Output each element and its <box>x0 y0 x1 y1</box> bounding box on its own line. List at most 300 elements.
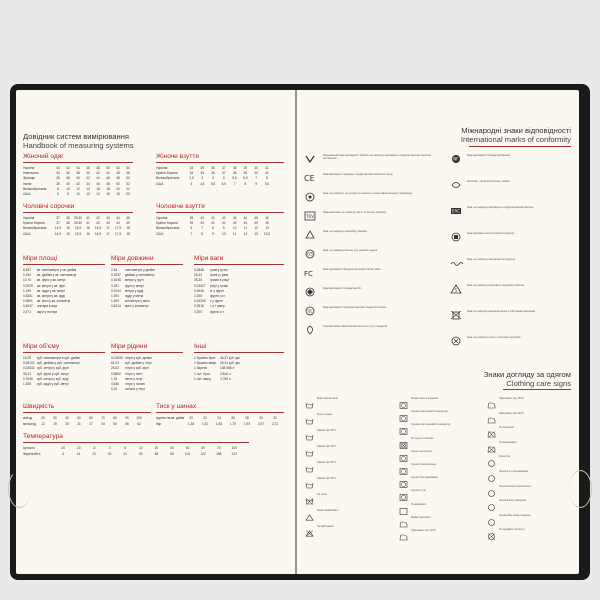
conv-label: фунти у кг <box>210 294 226 298</box>
row-value: 41 <box>265 171 269 176</box>
no-dryclean-icon <box>487 527 496 534</box>
row-value: 46 <box>116 171 120 176</box>
row-value: 42 <box>96 221 100 226</box>
conv-label: кг у фунті <box>210 288 225 293</box>
row-label: Україна <box>23 216 35 220</box>
row-value: 45 <box>254 216 258 220</box>
shoes_women-title: Жіноче взуття <box>156 153 199 160</box>
temperature-title: Температура <box>23 433 63 440</box>
dry-icon <box>399 396 408 403</box>
conv-label: дюйми у сантиметрі <box>125 273 155 278</box>
care-text: Сушити без віджимання <box>411 476 438 480</box>
conv-value: 1 бушель брит. <box>194 356 217 360</box>
clothing_women-row <box>23 176 133 180</box>
elastic-band-left <box>8 470 31 508</box>
care-text: Прасування при 200°C <box>499 411 525 415</box>
row-value: 30 <box>259 416 263 420</box>
conv-label: кв. метри у кв. ярді <box>37 294 65 298</box>
mark-text: Woolmark – виріб виготовлено з вовни. <box>467 180 511 183</box>
row-label: Україна <box>156 216 168 220</box>
misc-row <box>194 372 231 376</box>
row-value: 15,5 <box>74 226 82 231</box>
row-value: 42 <box>96 216 100 220</box>
care-text: Прасування при 110°C <box>411 529 437 532</box>
svg-text:GS: GS <box>307 251 313 257</box>
row-value: 44 <box>116 221 120 226</box>
mark-text: Національний знак відповідності України, що засвідчує відповідність продукції вимогам технічних регламентів. <box>323 154 432 161</box>
row-label: Фаренгейта <box>23 452 41 456</box>
conv-label: унції у грамі <box>210 283 228 288</box>
conv-value: 1,76 <box>111 376 118 381</box>
row-value: 37 <box>56 221 60 226</box>
row-value: 13 <box>254 231 258 236</box>
area-row <box>23 294 65 298</box>
length-title: Міри довжини <box>111 255 154 262</box>
row-value: 4 <box>212 176 214 181</box>
conv-label: пінти у літрі <box>125 376 143 381</box>
mark-text: Знак відповідності стандартам ЄС. <box>323 287 362 290</box>
conv-label: грами в унції <box>210 278 229 283</box>
length-row <box>111 284 144 288</box>
row-label: Великобританія <box>23 186 47 191</box>
volume-row <box>23 366 69 370</box>
conv-label: 3,785 л <box>220 376 231 381</box>
conv-value: 0,02832 <box>23 366 35 371</box>
weight-row <box>194 289 224 293</box>
care-text: Можна відбілювати <box>317 509 339 512</box>
shoes_men-row <box>156 221 272 225</box>
row-value: 12 <box>254 226 258 231</box>
care-text: Не відпарювати <box>499 440 517 444</box>
volume-row <box>23 382 69 386</box>
shirts_men-rule <box>23 212 133 213</box>
row-value: 19 <box>53 422 57 426</box>
row-value: 38 <box>76 171 80 176</box>
row-value: 17,5 <box>114 226 122 231</box>
row-value: 18 <box>106 186 110 191</box>
marks-rule <box>469 146 571 147</box>
care-text: Прання при 40°C <box>317 445 336 448</box>
row-value: 212 <box>231 452 237 456</box>
row-value: -20 <box>60 446 66 450</box>
conv-value: 4,546 <box>111 382 119 386</box>
iron-icon <box>399 515 408 522</box>
row-value: 70 <box>216 446 221 450</box>
wetclean-icon <box>487 513 496 520</box>
area-rule <box>23 264 105 265</box>
iron-high-icon <box>487 411 496 418</box>
shirts_men-row <box>23 226 133 230</box>
row-value: 18 <box>126 226 130 231</box>
conv-value: 1,196 <box>23 288 31 293</box>
row-value: 48 <box>96 166 100 170</box>
row-value: -4 <box>61 452 65 456</box>
woolmark-icon <box>449 180 463 190</box>
temperature-rule <box>23 442 249 443</box>
row-value: 42 <box>86 176 90 181</box>
shoes_women-row <box>156 171 272 175</box>
row-value: 5 <box>124 446 127 450</box>
row-value: 44 <box>76 166 80 170</box>
care-text: Хімчистка з розчинниками <box>499 470 529 473</box>
row-value: 68 <box>154 452 159 456</box>
weight-row <box>194 273 228 277</box>
row-value: 12 <box>76 186 80 191</box>
shirts_men-title: Чоловічі сорочки <box>23 203 75 210</box>
nf-mark-icon <box>449 154 463 164</box>
wash-hand-icon <box>305 412 314 419</box>
row-value: 42 <box>222 221 226 226</box>
mark-text: Знак відповідності стандартам Франції. <box>467 154 511 157</box>
row-value: 8 <box>266 176 268 181</box>
care-text: Прання при 60°C <box>317 461 336 464</box>
row-value: 40 <box>200 221 204 226</box>
care-text: Не прати <box>317 493 328 496</box>
conv-value: 61,03 <box>111 361 119 366</box>
ripple-mark-icon <box>449 258 463 268</box>
care-text: Не прасувати <box>499 426 515 430</box>
area-title: Міри площі <box>23 255 58 262</box>
svg-text:CE: CE <box>304 174 315 183</box>
liquid-row <box>111 377 142 381</box>
speed-title: Швидкість <box>23 403 55 410</box>
care-text: Прасування при 150°C <box>499 397 525 400</box>
conv-value: 28,32 <box>111 366 119 371</box>
ua-mark-icon <box>303 154 317 164</box>
row-value: 44 <box>86 181 90 186</box>
row-value: 18 <box>126 231 130 236</box>
conv-value: 10,76 <box>23 278 31 283</box>
row-value: 13 <box>265 226 269 231</box>
volume-title: Міри об'єму <box>23 343 60 350</box>
mark-text: Знак, що засвідчує можливість переробки пластику. <box>467 284 525 287</box>
liquid-row <box>111 361 152 365</box>
conv-label: ярди у метрі <box>125 294 144 298</box>
row-value: 14 <box>76 452 81 456</box>
row-value: 34 <box>189 166 194 170</box>
row-value: 25 <box>65 422 69 426</box>
row-value: 8 <box>67 192 69 196</box>
speed-row <box>23 422 145 426</box>
row-value: 16,5 <box>94 226 102 231</box>
conv-label: галони у літрі <box>125 387 145 392</box>
no-wring-icon <box>399 502 408 509</box>
conv-value: 1 гал. брит. <box>194 371 211 376</box>
conv-label: сантиметри у дюймі <box>125 268 155 272</box>
conv-value: 0,03527 <box>194 283 206 288</box>
row-value: 20 <box>189 416 193 420</box>
liquid-row <box>111 382 145 386</box>
conv-label: куб. метри у куб. ярді <box>37 376 69 381</box>
misc-row <box>194 361 240 365</box>
conv-value: 0,8361 <box>23 294 33 298</box>
weight-row <box>194 304 226 308</box>
row-value: 40 <box>254 166 258 170</box>
row-value: 46 <box>265 221 269 226</box>
row-value: 35 <box>200 171 204 176</box>
mark-text: Знак, що засвідчує участь у програмі переробки. <box>467 336 522 339</box>
care-text: Виріб можна прати <box>317 397 339 400</box>
row-value: 45 <box>254 221 258 226</box>
row-value: 8 <box>212 226 214 231</box>
conv-label: літри у пінті <box>125 371 143 376</box>
row-value: 14,5 <box>54 226 62 231</box>
shirts_men-row <box>23 221 133 225</box>
row-value: 38 <box>56 181 60 186</box>
row-value: 100 <box>136 416 142 420</box>
row-value: 40 <box>66 181 70 186</box>
length-row <box>111 294 143 298</box>
misc-rule <box>194 352 284 353</box>
area-row <box>23 289 65 293</box>
row-value: 44 <box>243 216 248 220</box>
row-label: Італія <box>23 181 32 186</box>
conv-label: грані у грамі <box>210 273 229 278</box>
row-value: 8 <box>244 181 247 186</box>
conv-value: 0,0648 <box>194 268 204 272</box>
row-label: США <box>23 192 31 196</box>
row-value: 9 <box>222 226 225 231</box>
weight-row <box>194 299 223 303</box>
conv-value: 3,281 <box>111 283 119 288</box>
eac-mark-icon <box>449 206 463 216</box>
row-value: 42 <box>222 216 226 220</box>
weight-row <box>194 278 229 282</box>
shoes_men-title: Чоловіче взуття <box>156 203 205 210</box>
conv-label: гектари в акрі <box>37 304 58 309</box>
dryclean-icon <box>487 454 496 461</box>
conv-value: 0,7646 <box>23 376 33 381</box>
dryclean-p-icon <box>487 484 496 491</box>
page-left <box>16 90 295 574</box>
dry-normal-icon <box>399 422 408 429</box>
mark-text: Знак про заборону викидання разом з побутовими відходами. <box>467 310 536 313</box>
row-value: 14 <box>96 192 100 196</box>
row-value: 54 <box>126 166 130 170</box>
conv-value: 15,43 <box>194 273 202 278</box>
conv-value: 1,094 <box>111 294 119 298</box>
gs-mark-icon <box>303 249 317 259</box>
row-value: 23 <box>92 452 96 456</box>
row-value: 50 <box>201 446 205 450</box>
row-value: 4 <box>190 181 193 186</box>
area-row <box>23 268 76 272</box>
care-text: Хімчистка перхлоретиленом <box>499 484 531 488</box>
misc-row <box>194 356 240 360</box>
row-value: 8 <box>57 186 59 191</box>
row-value: 3 <box>201 176 204 181</box>
marks-title-en: International marks of conformity <box>460 135 571 144</box>
length-row <box>111 278 144 282</box>
conv-value: 2,205 <box>194 309 202 314</box>
pressure-row <box>156 416 282 420</box>
conv-label: т у т амер. <box>210 304 226 309</box>
wash-60-icon <box>305 460 314 467</box>
volume-rule <box>23 352 105 353</box>
row-value: 37 <box>56 216 60 220</box>
row-value: 43 <box>232 221 237 226</box>
row-value: 35 <box>200 166 204 170</box>
misc-row <box>194 366 234 370</box>
row-label: США <box>23 231 31 236</box>
row-label: Країни Європи <box>156 171 178 176</box>
pressure-row <box>156 422 282 426</box>
conv-value: 0,06102 <box>23 361 35 366</box>
liquid-row <box>111 387 145 391</box>
conv-label: кілометри у милі <box>125 299 150 304</box>
recycle-mark-icon <box>303 230 317 240</box>
conv-value: 0,9144 <box>111 288 121 293</box>
row-label: миль/год <box>23 422 37 426</box>
flat-dry-icon <box>399 462 408 469</box>
row-value: 10 <box>222 231 226 236</box>
conv-value: 35,31 <box>23 371 31 376</box>
care-text: Сушити горизонтально <box>411 463 437 466</box>
clothing_women-row <box>23 166 133 170</box>
liquid-title: Міри рідини <box>111 343 148 350</box>
area-row <box>23 278 65 282</box>
row-value: 10 <box>76 192 80 196</box>
row-value: 1,65 <box>215 422 223 426</box>
row-value: 44 <box>106 171 110 176</box>
liquid-row <box>111 366 149 370</box>
row-value: 46 <box>265 216 269 220</box>
row-value: 8 <box>201 231 204 236</box>
conv-value: 0,4047 <box>23 304 33 309</box>
misc-row <box>194 377 231 381</box>
conv-label: милі у кілометрі <box>125 304 149 309</box>
care-text: Ручне прання <box>317 413 333 416</box>
row-value: 1,93 <box>243 422 251 426</box>
row-value: 40 <box>65 416 69 420</box>
row-value: 34 <box>56 171 60 176</box>
row-value: 10 <box>66 186 70 191</box>
row-value: 6,5 <box>243 176 248 181</box>
svg-text:FC: FC <box>304 270 313 278</box>
svg-text:TÜV: TÜV <box>306 214 315 219</box>
area-row <box>23 304 57 308</box>
row-value: 13,5 <box>263 231 271 236</box>
row-value: 4,5 <box>199 181 205 186</box>
length-row <box>111 268 155 272</box>
conv-label: куб. метри у куб. футі <box>37 366 69 371</box>
care-text: Не піддавати хімчистці <box>499 528 525 532</box>
weight-row <box>194 268 227 272</box>
row-value: -10 <box>76 446 81 450</box>
row-label: Країни Європи <box>156 221 178 226</box>
row-value: 9 <box>255 181 258 186</box>
row-value: 39 <box>189 221 194 226</box>
conv-label: метри у ярді <box>125 288 144 293</box>
mark-text: Знак, що засвідчує відповідність продукції вимогам безпеки. <box>467 206 534 209</box>
row-value: 50 <box>113 422 117 426</box>
row-value: 39 <box>189 216 194 220</box>
conv-label: кв. метри у кв. футі <box>37 283 66 288</box>
clothing_women-title: Жіночий одяг <box>23 153 64 160</box>
volume-row <box>23 356 80 360</box>
row-value: 7 <box>255 176 258 181</box>
mark-text: Знак відповідності Федеральної комісії зв'язку США. <box>323 268 382 271</box>
row-value: 41 <box>86 216 90 220</box>
row-value: 1,79 <box>229 422 237 426</box>
misc-title: Інші <box>194 343 207 350</box>
row-value: 22 <box>203 416 207 420</box>
shoes_women-row <box>156 166 272 170</box>
wash-40-icon <box>305 444 314 451</box>
row-value: 48 <box>126 171 130 176</box>
row-value: 2,21 <box>271 422 279 426</box>
row-value: 40 <box>185 446 190 450</box>
tuv-mark-icon <box>303 211 317 221</box>
conv-label: фути у метрі <box>125 283 144 288</box>
row-value: 62 <box>137 422 141 426</box>
conv-label: кв. сантиметри у кв. дюймі <box>37 268 77 272</box>
area-row <box>23 310 57 314</box>
dry-low-icon <box>399 409 408 416</box>
row-value: 50 <box>106 166 110 170</box>
row-value: 39-40 <box>73 216 83 220</box>
liquid-row <box>111 356 152 360</box>
conv-label: кв. ярди у кв. метрі <box>37 288 65 293</box>
conv-value: 16,39 <box>23 356 31 360</box>
row-label: км/год <box>23 416 33 420</box>
row-value: 26 <box>231 416 235 420</box>
row-value: 17 <box>106 226 110 231</box>
conv-label: куб. ярди у куб. метрі <box>37 382 69 386</box>
care-text: Сушіння при звичайній температурі <box>411 423 451 427</box>
row-value: 15,5 <box>74 231 82 236</box>
care-text: Прання при 30°C <box>317 429 336 432</box>
care-text: Сушити в тіні <box>411 489 426 493</box>
pressure-title: Тиск у шинах <box>156 403 197 410</box>
row-value: 24 <box>217 416 221 420</box>
row-value: 52 <box>116 166 120 170</box>
page-right <box>297 90 579 574</box>
conv-label: 35,24 куб. дм <box>220 361 240 366</box>
care-text: Сушіння при низькій температурі <box>411 410 448 414</box>
shade-dry-icon <box>399 488 408 495</box>
ec-mark-icon <box>303 192 317 202</box>
row-value: 44 <box>116 216 120 220</box>
conv-label: акри у гектарі <box>37 309 58 314</box>
row-value: 56 <box>125 422 129 426</box>
row-value: 17,5 <box>114 231 122 236</box>
row-value: 36 <box>66 171 70 176</box>
mark-text: Знак, що засвідчує переробку упаковки. <box>323 230 368 233</box>
conv-value: 2,205 <box>194 294 202 298</box>
row-label: Франція <box>23 176 35 181</box>
care-text: Можна сушити в машині <box>411 397 438 400</box>
row-value: 28 <box>245 416 249 420</box>
row-value: 7 <box>233 181 236 186</box>
conv-label: 4,546 л <box>220 371 231 376</box>
row-label: США <box>156 181 164 186</box>
row-value: 48 <box>116 176 120 181</box>
conv-value: 2,471 <box>23 309 31 314</box>
no-steam-icon <box>487 440 496 447</box>
ul-mark-icon <box>303 306 317 316</box>
row-value: 9 <box>212 231 214 236</box>
care-text: Не сушити в машині <box>411 436 434 440</box>
wash-30-icon <box>305 428 314 435</box>
triangle-mark-icon <box>449 284 463 294</box>
volume-row <box>23 377 69 381</box>
shirts_men-row <box>23 232 133 236</box>
row-value: 16 <box>106 192 110 196</box>
svg-text:EAC: EAC <box>452 208 460 214</box>
row-value: 45 <box>126 221 130 226</box>
weight-row <box>194 294 225 298</box>
